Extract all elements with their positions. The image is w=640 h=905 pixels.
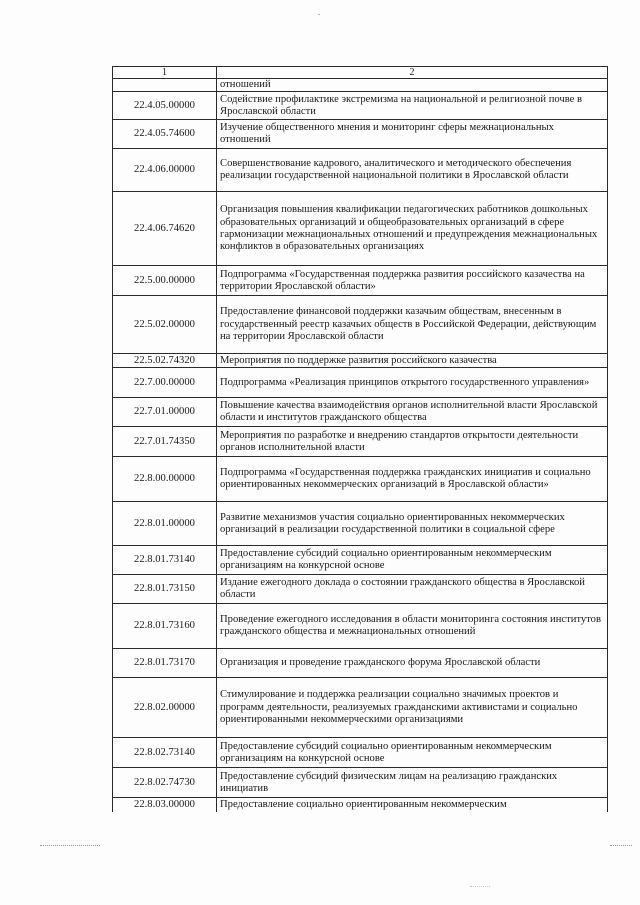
- row-code: 22.7.01.74350: [113, 427, 217, 457]
- row-code: 22.7.01.00000: [113, 398, 217, 427]
- row-code: 22.4.06.74620: [113, 192, 217, 266]
- row-code: 22.4.05.00000: [113, 92, 217, 120]
- row-name: Предоставление субсидий социально ориентированным некоммерческим организациям на конкурсной основе: [217, 546, 608, 575]
- row-code: 22.8.01.00000: [113, 502, 217, 546]
- row-code: 22.8.01.73160: [113, 604, 217, 649]
- table-row: [113, 502, 608, 546]
- row-name: Организация повышения квалификации педагогических работников дошкольных образовательных организаций и общеобразовательных организаций в сфере гармонизации межнациональных отношений и предупреждения межнациональных конфликтов в образовательных организациях: [217, 192, 608, 266]
- row-code: 22.7.00.00000: [113, 368, 217, 398]
- table-row: [113, 678, 608, 738]
- row-code: 22.8.03.00000: [113, 798, 217, 812]
- row-code: 22.4.05.74600: [113, 120, 217, 149]
- row-code: 22.8.00.00000: [113, 457, 217, 502]
- row-name: отношений: [217, 79, 608, 92]
- table-row: [113, 79, 608, 92]
- table-row: [113, 798, 608, 812]
- table-row: [113, 427, 608, 457]
- row-code: 22.8.02.00000: [113, 678, 217, 738]
- table-row: [113, 354, 608, 368]
- row-name: Организация и проведение гражданского форума Ярославской области: [217, 649, 608, 678]
- row-name: Стимулирование и поддержка реализации социально значимых проектов и программ деятельности, реализуемых гражданскими активистами и социально ориентированными некоммерческими организациями: [217, 678, 608, 738]
- row-code: 22.8.02.74730: [113, 768, 217, 798]
- table-row: [113, 368, 608, 398]
- row-name: Подпрограмма «Государственная поддержка гражданских инициатив и социально ориентированных некоммерческих организаций в Ярославской области»: [217, 457, 608, 502]
- row-code: [113, 79, 217, 92]
- row-code: 22.8.01.73170: [113, 649, 217, 678]
- table-row: [113, 398, 608, 427]
- row-name: Предоставление субсидий физическим лицам на реализацию гражданских инициатив: [217, 768, 608, 798]
- table-row: [113, 575, 608, 604]
- row-name: Издание ежегодного доклада о состоянии гражданского общества в Ярославской области: [217, 575, 608, 604]
- page-fold-line-left: [40, 845, 100, 846]
- page-fold-line-right: [610, 845, 632, 846]
- row-name: Предоставление субсидий социально ориентированным некоммерческим организациям на конкурсной основе: [217, 738, 608, 768]
- row-name: Подпрограмма «Реализация принципов открытого государственного управления»: [217, 368, 608, 398]
- row-name: Содействие профилактике экстремизма на национальной и религиозной почве в Ярославской области: [217, 92, 608, 120]
- table-row: [113, 546, 608, 575]
- row-code: 22.8.01.73140: [113, 546, 217, 575]
- table-header-row: [113, 67, 608, 79]
- scan-artifact: [470, 886, 490, 888]
- row-name: Совершенствование кадрового, аналитического и методического обеспечения реализации государственной национальной политики в Ярославской области: [217, 149, 608, 192]
- row-code: 22.4.06.00000: [113, 149, 217, 192]
- table-row: [113, 192, 608, 266]
- table-row: [113, 92, 608, 120]
- table-row: [113, 120, 608, 149]
- column-header-name: 2: [217, 67, 608, 79]
- row-name: Предоставление финансовой поддержки казачьим обществам, внесенным в государственный реестр казачьих обществ в Российской Федерации, действующим на территории Ярославской области: [217, 296, 608, 354]
- table-row: [113, 149, 608, 192]
- table-row: [113, 457, 608, 502]
- table-row: [113, 649, 608, 678]
- scan-artifact: [318, 14, 320, 15]
- table-row: [113, 604, 608, 649]
- row-name: Изучение общественного мнения и мониторинг сферы межнациональных отношений: [217, 120, 608, 149]
- budget-classification-table: [112, 66, 608, 812]
- row-name: Подпрограмма «Государственная поддержка развития российского казачества на территории Ярославской области»: [217, 266, 608, 296]
- row-name: Проведение ежегодного исследования в области мониторинга состояния институтов гражданского общества и межнациональных отношений: [217, 604, 608, 649]
- table-row: [113, 768, 608, 798]
- row-name: Развитие механизмов участия социально ориентированных некоммерческих организаций в реализации государственной политики в социальной сфере: [217, 502, 608, 546]
- row-name: Предоставление социально ориентированным некоммерческим: [217, 798, 608, 812]
- table-row: [113, 738, 608, 768]
- row-code: 22.8.02.73140: [113, 738, 217, 768]
- table-row: [113, 266, 608, 296]
- row-code: 22.8.01.73150: [113, 575, 217, 604]
- row-code: 22.5.00.00000: [113, 266, 217, 296]
- row-code: 22.5.02.00000: [113, 296, 217, 354]
- column-header-code: 1: [113, 67, 217, 79]
- row-name: Мероприятия по поддержке развития российского казачества: [217, 354, 608, 368]
- row-name: Мероприятия по разработке и внедрению стандартов открытости деятельности органов исполнительной власти: [217, 427, 608, 457]
- row-code: 22.5.02.74320: [113, 354, 217, 368]
- table-row: [113, 296, 608, 354]
- row-name: Повышение качества взаимодействия органов исполнительной власти Ярославской области и институтов гражданского общества: [217, 398, 608, 427]
